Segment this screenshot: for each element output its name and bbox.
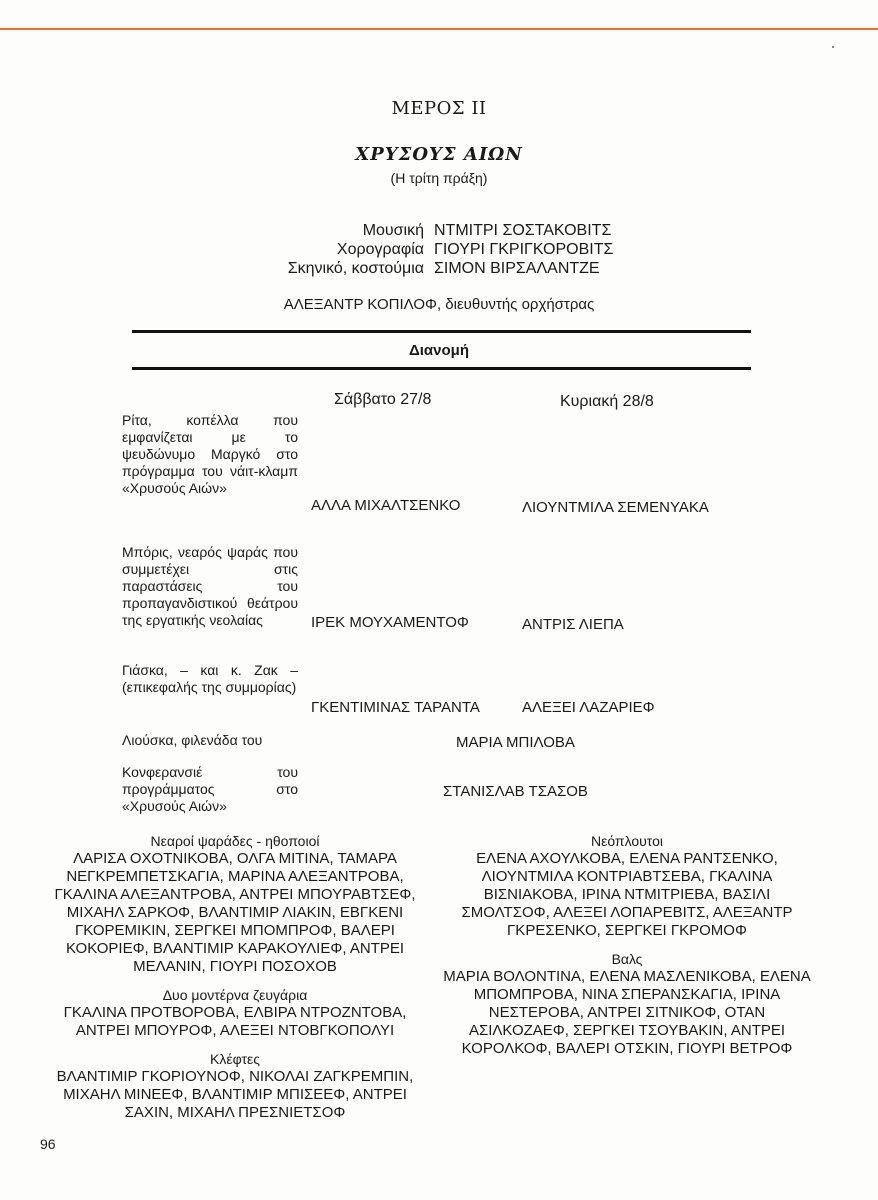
- date-saturday: Σάββατο 27/8: [334, 391, 432, 408]
- group-line: ΝΕΓΚΡΕΜΠΕΤΣΚΑΓΙΑ, ΜΑΡΙΝΑ ΑΛΕΞΑΝΤΡΟΒΑ,: [66, 868, 404, 885]
- group-line: ΛΑΡΙΣΑ ΟΧΟΤΝΙΚΟΒΑ, ΟΛΓΑ ΜΙΤΙΝΑ, ΤΑΜΑΡΑ: [73, 850, 397, 867]
- cast-rule-bottom: [132, 367, 751, 370]
- conductor-line: ΑΛΕΞΑΝΤΡ ΚΟΠΙΛΟΦ, διευθυντής ορχήστρας: [283, 296, 595, 313]
- group-title: Κλέφτες: [210, 1051, 260, 1067]
- page-number: 96: [40, 1136, 56, 1152]
- cast-rule-top: [132, 330, 751, 333]
- ensemble-column-left: [20, 832, 450, 1122]
- credit-role-choreography: Χορογραφία: [336, 241, 424, 258]
- ensemble-group-modern-couples: [20, 986, 450, 1040]
- ballet-title: ΧΡΥΣΟΥΣ ΑΙΩΝ: [355, 144, 523, 165]
- group-title: Βαλς: [611, 951, 643, 967]
- credit-name-choreography: ΓΙΟΥΡΙ ΓΚΡΙΓΚΟΡΟΒΙΤΣ: [434, 241, 614, 258]
- group-line: ΓΚΟΡΕΜΙΚΙΝ, ΣΕΡΓΚΕΙ ΜΠΟΜΠΡΟΦ, ΒΑΛΕΡΙ: [75, 922, 395, 939]
- group-line: ΜΙΧΑΗΛ ΣΑΡΚΟΦ, ΒΛΑΝΤΙΜΙΡ ΛΙΑΚΙΝ, ΕΒΓΚΕΝΙ: [66, 904, 404, 921]
- role-compere: Κονφερανσιέ του προγράμματος στο «Χρυσούς Αιών»: [122, 764, 298, 814]
- group-line: ΑΝΤΡΕΙ ΜΠΟΥΡΟΦ, ΑΛΕΞΕΙ ΝΤΟΒΓΚΟΠΟΛΥΙ: [75, 1022, 395, 1039]
- performer-both-days: ΣΤΑΝΙΣΛΑΒ ΤΣΑΣΟΒ: [443, 783, 588, 800]
- group-title: Νεόπλουτοι: [590, 833, 664, 849]
- group-line: ΚΟΚΟΡΙΕΦ, ΒΛΑΝΤΙΜΙΡ ΚΑΡΑΚΟΥΛΙΕΦ, ΑΝΤΡΕΙ: [65, 940, 405, 957]
- ensemble-group-thieves: [20, 1050, 450, 1122]
- group-line: ΜΑΡΙΑ ΒΟΛΟΝΤΙΝΑ, ΕΛΕΝΑ ΜΑΣΛΕΝΙΚΟΒΑ, ΕΛΕΝΑ: [443, 968, 811, 985]
- ensemble-group-waltz: [412, 950, 842, 1058]
- role-yaska: Γιάσκα, – και κ. Ζακ – (επικεφαλής της συμμορίας): [122, 662, 298, 695]
- top-orange-rule: [0, 28, 878, 30]
- group-line: ΝΕΣΤΕΡΟΒΑ, ΑΝΤΡΕΙ ΣΙΤΝΙΚΟΦ, ΟΤΑΝ: [488, 1004, 766, 1021]
- performer-sunday: ΛΙΟΥΝΤΜΙΛΑ ΣΕΜΕΝΥΑΚΑ: [522, 499, 709, 516]
- performer-saturday: ΓΚΕΝΤΙΜΙΝΑΣ ΤΑΡΑΝΤΑ: [311, 699, 480, 716]
- cast-heading: Διανομή: [408, 342, 469, 359]
- group-line: ΚΟΡΟΛΚΟΦ, ΒΑΛΕΡΙ ΟΤΣΚΙΝ, ΓΙΟΥΡΙ ΒΕΤΡΟΦ: [461, 1040, 793, 1057]
- group-line: ΓΚΡΕΣΕΝΚΟ, ΣΕΡΓΚΕΙ ΓΚΡΟΜΟΦ: [507, 922, 747, 939]
- group-line: ΓΚΑΛΙΝΑ ΑΛΕΞΑΝΤΡΟΒΑ, ΑΝΤΡΕΙ ΜΠΟΥΡΑΒΤΣΕΦ,: [54, 886, 416, 903]
- performer-saturday: ΑΛΛΑ ΜΙΧΑΛΤΣΕΝΚΟ: [311, 497, 461, 514]
- group-line: ΛΙΟΥΝΤΜΙΛΑ ΚΟΝΤΡΙΑΒΤΣΕΒΑ, ΓΚΑΛΙΝΑ: [481, 868, 773, 885]
- group-line: ΣΜΟΛΤΣΟΦ, ΑΛΕΞΕΙ ΛΟΠΑΡΕΒΙΤΣ, ΑΛΕΞΑΝΤΡ: [461, 904, 793, 921]
- group-line: ΜΙΧΑΗΛ ΜΙΝΕΕΦ, ΒΛΑΝΤΙΜΙΡ ΜΠΙΣΕΕΦ, ΑΝΤΡΕΙ: [63, 1086, 407, 1103]
- credit-name-design: ΣΙΜΟΝ ΒΙΡΣΑΛΑΝΤΖΕ: [434, 260, 600, 277]
- performer-saturday: ΙΡΕΚ ΜΟΥΧΑΜΕΝΤΟΦ: [311, 614, 469, 631]
- group-line: ΒΛΑΝΤΙΜΙΡ ΓΚΟΡΙΟΥΝΟΦ, ΝΙΚΟΛΑΙ ΖΑΓΚΡΕΜΠΙΝ,: [56, 1068, 414, 1085]
- group-line: ΒΙΣΝΙΑΚΟΒΑ, ΙΡΙΝΑ ΝΤΜΙΤΡΙΕΒΑ, ΒΑΣΙΛΙ: [483, 886, 771, 903]
- role-boris: Μπόρις, νεαρός ψαράς που συμμετέχει στις παραστάσεις του προπαγανδιστικού θεάτρου της εργατικής νεολαίας: [122, 544, 298, 628]
- act-subtitle: (Η τρίτη πράξη): [390, 170, 488, 186]
- group-line: ΣΑΧΙΝ, ΜΙΧΑΗΛ ΠΡΕΣΝΙΕΤΣΟΦ: [124, 1104, 346, 1121]
- group-line: ΜΠΟΜΠΡΟΒΑ, ΝΙΝΑ ΣΠΕΡΑΝΣΚΑΓΙΑ, ΙΡΙΝΑ: [473, 986, 781, 1003]
- group-line: ΜΕΛΑΝΙΝ, ΓΙΟΥΡΙ ΠΟΣΟΧΟΒ: [133, 958, 337, 975]
- credit-name-music: ΝΤΜΙΤΡΙ ΣΟΣΤΑΚΟΒΙΤΣ: [434, 222, 612, 239]
- ensemble-column-right: [412, 832, 842, 1058]
- group-title: Νεαροί ψαράδες - ηθοποιοί: [150, 833, 320, 849]
- scan-speck: [832, 46, 834, 48]
- performer-both-days: ΜΑΡΙΑ ΜΠΙΛΟΒΑ: [456, 734, 575, 751]
- credit-role-design: Σκηνικό, κοστούμια: [287, 260, 424, 277]
- role-lyuska: Λιούσκα, φιλενάδα του: [122, 732, 263, 748]
- group-line: ΕΛΕΝΑ ΑΧΟΥΛΚΟΒΑ, ΕΛΕΝΑ ΡΑΝΤΣΕΝΚΟ,: [476, 850, 778, 867]
- performer-sunday: ΑΝΤΡΙΣ ΛΙΕΠΑ: [522, 616, 624, 633]
- ensemble-group-nouveau-riche: [412, 832, 842, 940]
- date-sunday: Κυριακή 28/8: [560, 393, 654, 410]
- ensemble-group-young-fishermen: [20, 832, 450, 976]
- performer-sunday: ΑΛΕΞΕΙ ΛΑΖΑΡΙΕΦ: [522, 699, 655, 716]
- credit-role-music: Μουσική: [362, 222, 424, 239]
- part-heading: ΜΕΡΟΣ ΙΙ: [391, 98, 487, 119]
- group-title: Δυο μοντέρνα ζευγάρια: [162, 987, 308, 1003]
- group-line: ΓΚΑΛΙΝΑ ΠΡΟΤΒΟΡΟΒΑ, ΕΛΒΙΡΑ ΝΤΡΟΖΝΤΟΒΑ,: [63, 1004, 407, 1021]
- role-rita: Ρίτα, κοπέλλα που εμφανίζεται με το ψευδώνυμο Μαργκό στο πρόγραμμα του νάιτ-κλαμπ «Χρυσούς Αιών»: [122, 412, 298, 496]
- group-line: ΑΣΙΛΚΟΖΑΕΦ, ΣΕΡΓΚΕΙ ΤΣΟΥΒΑΚΙΝ, ΑΝΤΡΕΙ: [468, 1022, 786, 1039]
